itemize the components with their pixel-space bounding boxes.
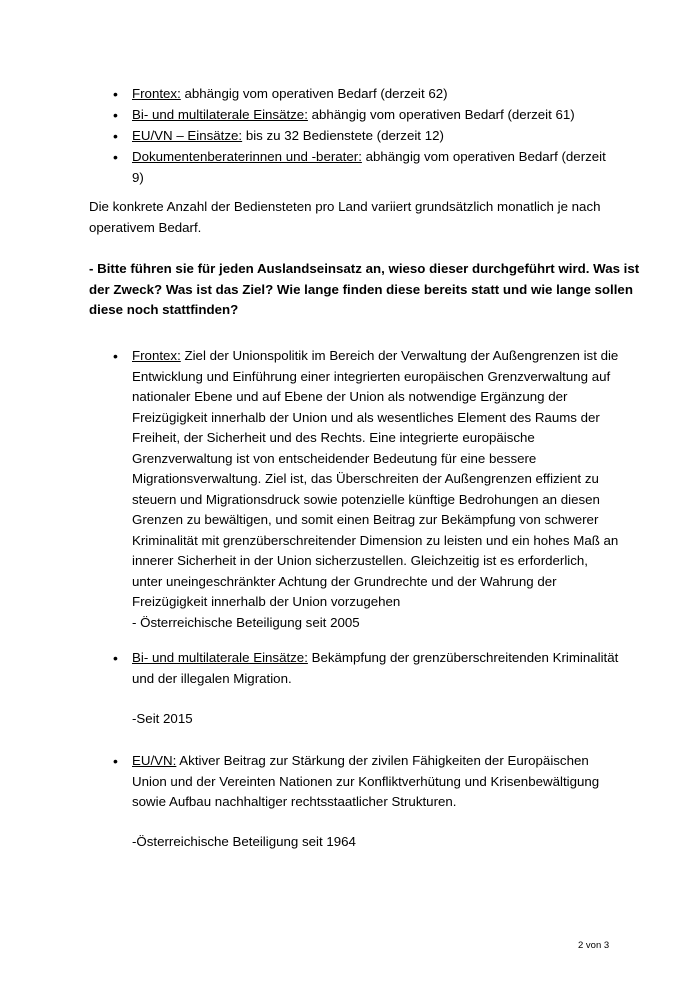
- item-text: abhängig vom operativen Bedarf (derzeit 62): [180, 86, 448, 101]
- item-text-line: Union und der Vereinten Nationen zur Konfliktverhütung und Krisenbewältigung: [132, 773, 600, 789]
- page-number: 2 von 3: [578, 940, 610, 951]
- item-text-continued: 9): [132, 169, 144, 185]
- variance-paragraph: [89, 197, 601, 238]
- list-item-euvn-count: [132, 126, 444, 147]
- question-line: der Zweck? Was ist das Ziel? Wie lange finden diese bereits statt und wie lange sollen: [89, 281, 633, 297]
- item-label: Bi- und multilaterale Einsätze:: [132, 650, 308, 665]
- item-text-line: sowie Aufbau nachhaltiger rechtsstaatlicher Strukturen.: [132, 794, 457, 809]
- item-text-line: nationaler Ebene und auf Ebene der Union als notwendige Ergänzung der: [132, 389, 568, 404]
- item-label: EU/VN – Einsätze:: [132, 128, 243, 143]
- bullet-icon: •: [113, 753, 118, 769]
- item-text-line: Freizügigkeit innerhalb der Union vorzugehen: [132, 594, 401, 609]
- bullet-icon: •: [113, 348, 118, 364]
- item-text-line: Grenzen zu bewältigen, und somit einen Beitrag zur Bekämpfung von schwerer: [132, 512, 599, 527]
- item-text: bis zu 32 Bedienstete (derzeit 12): [242, 128, 444, 143]
- bullet-icon: •: [113, 149, 118, 165]
- euvn-since: [132, 832, 356, 853]
- item-text-line: Entwicklung und Einführung einer integrierten europäischen Grenzverwaltung auf: [132, 368, 611, 384]
- item-text: Aktiver Beitrag zur Stärkung der zivilen Fähigkeiten der Europäischen: [176, 753, 589, 768]
- paragraph-line: Die konkrete Anzahl der Bediensteten pro Land variiert grundsätzlich monatlich je nach: [89, 199, 601, 214]
- bilateral-since: [132, 709, 193, 730]
- item-text: abhängig vom operativen Bedarf (derzeit: [361, 149, 606, 164]
- question-line: - Bitte führen sie für jeden Auslandseinsatz an, wieso dieser durchgeführt wird. Was ist: [89, 261, 640, 276]
- list-item-frontex-detail: [132, 346, 618, 633]
- item-label: Dokumentenberaterinnen und -berater:: [132, 149, 362, 164]
- since-text: -Österreichische Beteiligung seit 1964: [132, 834, 356, 849]
- bullet-icon: •: [113, 650, 118, 666]
- item-text-line: und der illegalen Migration.: [132, 670, 292, 686]
- item-text-line: steuern und Migrationsdruck sowie potenzielle künftige Bedrohungen an diesen: [132, 491, 600, 507]
- item-text-line: Kriminalität mit grenzüberschreitender Dimension zu leisten und ein hohes Maß an: [132, 532, 619, 548]
- since-text: -Seit 2015: [132, 711, 193, 726]
- item-text-line: Migrationsverwaltung. Ziel ist, das Überschreiten der Außengrenzen effizient zu: [132, 471, 599, 486]
- list-item-document-advisors-count: [132, 147, 606, 188]
- item-label: Bi- und multilaterale Einsätze:: [132, 107, 308, 122]
- question-heading: [89, 259, 639, 321]
- item-text-line: Freizügigkeit innerhalb der Union und als wesentliches Element des Raums der: [132, 409, 600, 425]
- item-text-line: unter uneingeschränkter Achtung der Grundrechte und der Wahrung der: [132, 573, 557, 589]
- item-label: Frontex:: [132, 86, 181, 101]
- list-item-bilateral-count: [132, 105, 575, 126]
- list-item-frontex-count: [132, 84, 448, 105]
- item-text-line: Freiheit, der Sicherheit und des Rechts. Eine integrierte europäische: [132, 430, 535, 445]
- list-item-bilateral-detail: [132, 648, 618, 689]
- question-line: diese noch stattfinden?: [89, 302, 239, 317]
- item-label: EU/VN:: [132, 753, 177, 768]
- bullet-icon: •: [113, 107, 118, 123]
- item-text: abhängig vom operativen Bedarf (derzeit 61): [307, 107, 575, 122]
- list-item-euvn-detail: [132, 751, 599, 813]
- item-text-line: innerer Sicherheit in der Union sicherzustellen. Gleichzeitig ist es erforderlich,: [132, 553, 588, 568]
- paragraph-line: operativem Bedarf.: [89, 219, 202, 235]
- item-label: Frontex:: [132, 348, 181, 363]
- item-text: Bekämpfung der grenzüberschreitenden Kriminalität: [307, 650, 619, 665]
- item-text-line: Grenzverwaltung ist von entscheidender Bedeutung für eine bessere: [132, 450, 537, 466]
- bullet-icon: •: [113, 128, 118, 144]
- item-text: Ziel der Unionspolitik im Bereich der Verwaltung der Außengrenzen ist die: [180, 348, 619, 363]
- bullet-icon: •: [113, 86, 118, 102]
- item-text-line: - Österreichische Beteiligung seit 2005: [132, 614, 360, 630]
